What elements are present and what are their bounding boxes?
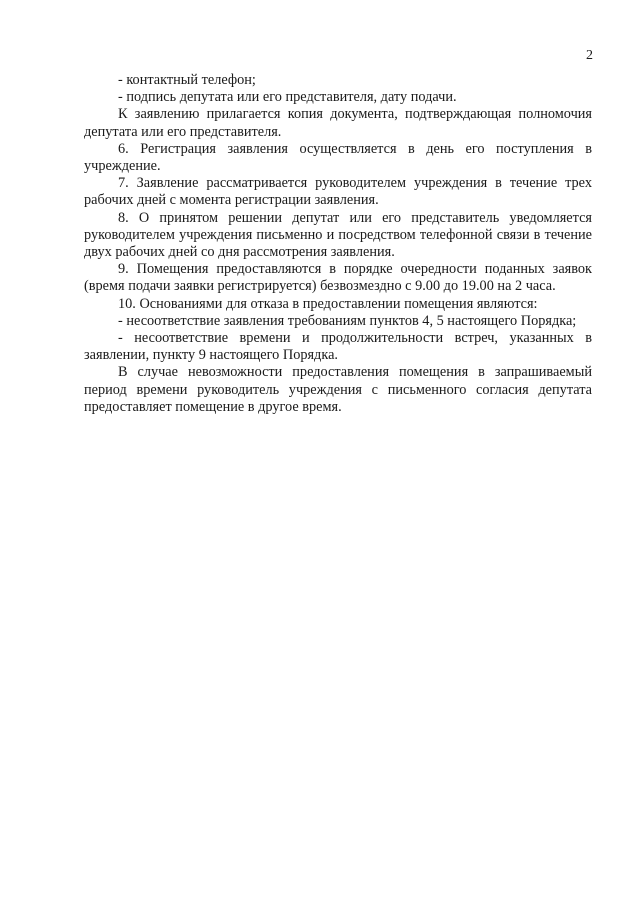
paragraph-signature: - подпись депутата или его представителя, дату подачи.	[118, 89, 457, 106]
paragraph-item-10: 10. Основаниями для отказа в предоставлении помещения являются:	[118, 295, 538, 312]
paragraph-alternative-time: В случае невозможности предоставления помещения в запрашиваемый период времени руководитель учреждения с письменного согласия депутата предоставляет помещение в другое время.	[84, 364, 592, 415]
paragraph-contact-phone: - контактный телефон;	[118, 72, 256, 88]
paragraph-refusal-reason-1: - несоответствие заявления требованиям пунктов 4, 5 настоящего Порядка;	[118, 312, 577, 329]
document-body	[84, 72, 592, 416]
paragraph-refusal-reason-2: - несоответствие времени и продолжительности встреч, указанных в заявлении, пункту 9 настоящего Порядка.	[84, 330, 592, 364]
paragraph-item-7: 7. Заявление рассматривается руководителем учреждения в течение трех рабочих дней с момента регистрации заявления.	[84, 175, 592, 209]
paragraph-item-6: 6. Регистрация заявления осуществляется в день его поступления в учреждение.	[84, 140, 592, 175]
paragraph-item-8: 8. О принятом решении депутат или его представитель уведомляется руководителем учреждения письменно и посредством телефонной связи в течение двух рабочих дней со дня рассмотрения заявления.	[84, 209, 592, 261]
paragraph-item-9: 9. Помещения предоставляются в порядке очередности поданных заявок (время подачи заявки регистрируется) безвозмездно с 9.00 до 19.00 на 2 часа.	[84, 261, 592, 295]
paragraph-attachment: К заявлению прилагается копия документа, подтверждающая полномочия депутата или его представителя.	[84, 106, 592, 140]
page-number: 2	[586, 48, 593, 63]
